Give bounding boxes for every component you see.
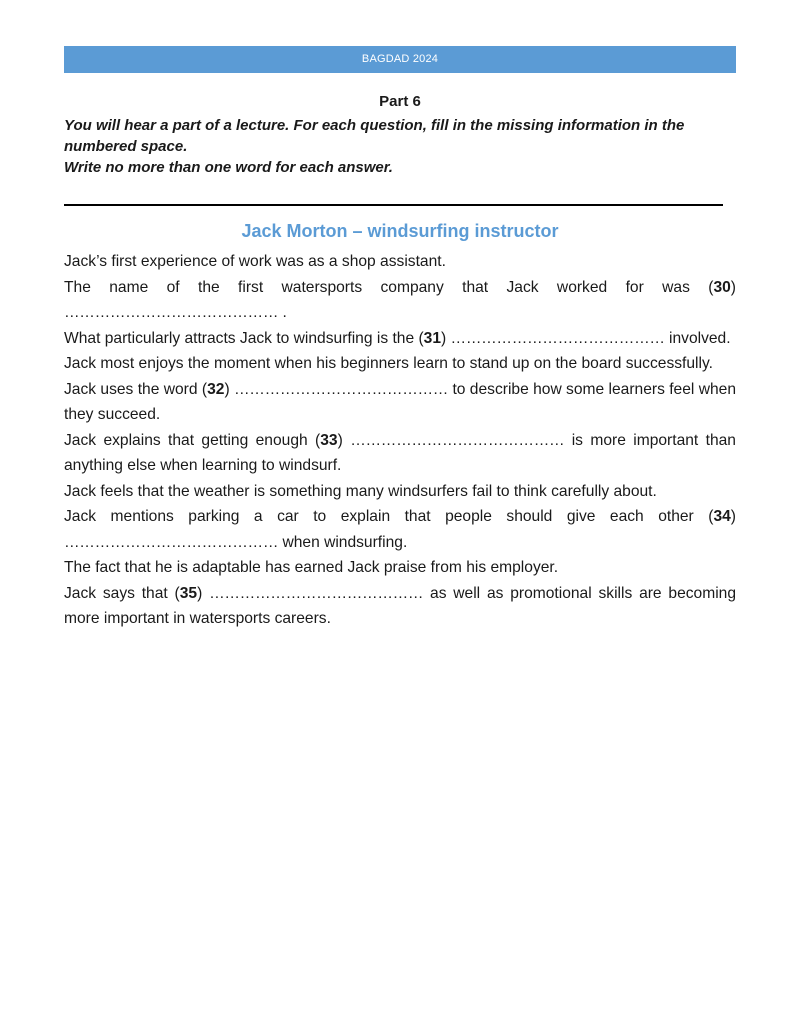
answer-gap[interactable]: …………………………………… [350,431,565,449]
question-text: Jack uses the word ( [64,380,208,398]
question-34 [64,504,736,555]
instructions [64,115,736,178]
question-number: 30 [713,278,731,296]
question-text: ) [224,380,234,398]
statement: Jack’s first experience of work was as a shop assistant. [64,253,446,270]
header-banner: BAGDAD 2024 [64,46,736,73]
section-divider [64,204,723,206]
question-number: 31 [423,329,442,347]
question-text: Jack explains that getting enough ( [64,431,321,449]
answer-gap[interactable]: …………………………………… [64,533,279,551]
instruction-line: You will hear a part of a lecture. For each question, fill in the missing information in the numbered space. [64,117,685,155]
exercise-heading: Jack Morton – windsurfing instructor [241,221,559,241]
question-number: 35 [179,584,198,602]
question-text: What particularly attracts Jack to windsurfing is the ( [64,329,424,347]
question-text: ) [730,278,736,296]
question-text: ) [730,508,736,525]
question-text: is more important than anything else when learning to windsurf. [64,431,736,474]
question-text: when windsurfing. [278,533,408,551]
question-text: ) [197,584,210,602]
question-text: Jack says that ( [64,584,180,602]
question-33 [64,428,736,479]
question-number: 34 [713,508,731,525]
answer-gap[interactable]: …………………………………… [233,380,449,398]
answer-gap[interactable]: …………………………………… [64,304,279,321]
instruction-line: Write no more than one word for each answer. [64,159,393,176]
question-list [64,249,736,632]
statement: Jack feels that the weather is something many windsurfers fail to think carefully about. [64,482,657,500]
answer-gap[interactable]: …………………………………… [209,584,424,602]
question-text: as well as promotional skills are becoming more important in watersports careers. [64,584,737,627]
question-31 [64,326,736,352]
question-30 [64,275,736,326]
statement: The fact that he is adaptable has earned Jack praise from his employer. [64,559,559,576]
question-text: . [278,304,287,321]
answer-gap[interactable]: …………………………………… [450,329,665,347]
part-title: Part 6 [379,93,421,110]
statement: Jack most enjoys the moment when his beginners learn to stand up on the board successfully. [64,355,713,372]
question-text: to describe how some learners feel when they succeed. [64,380,736,423]
question-35 [64,581,736,632]
question-text: The name of the first watersports company that Jack worked for was ( [64,278,714,296]
question-text: ) [337,431,351,449]
question-number: 32 [207,380,225,398]
question-text: Jack mentions parking a car to explain that people should give each other ( [64,508,714,525]
question-32 [64,377,736,428]
question-number: 33 [320,431,338,449]
question-text: involved. [664,329,731,347]
question-text: ) [441,329,451,347]
